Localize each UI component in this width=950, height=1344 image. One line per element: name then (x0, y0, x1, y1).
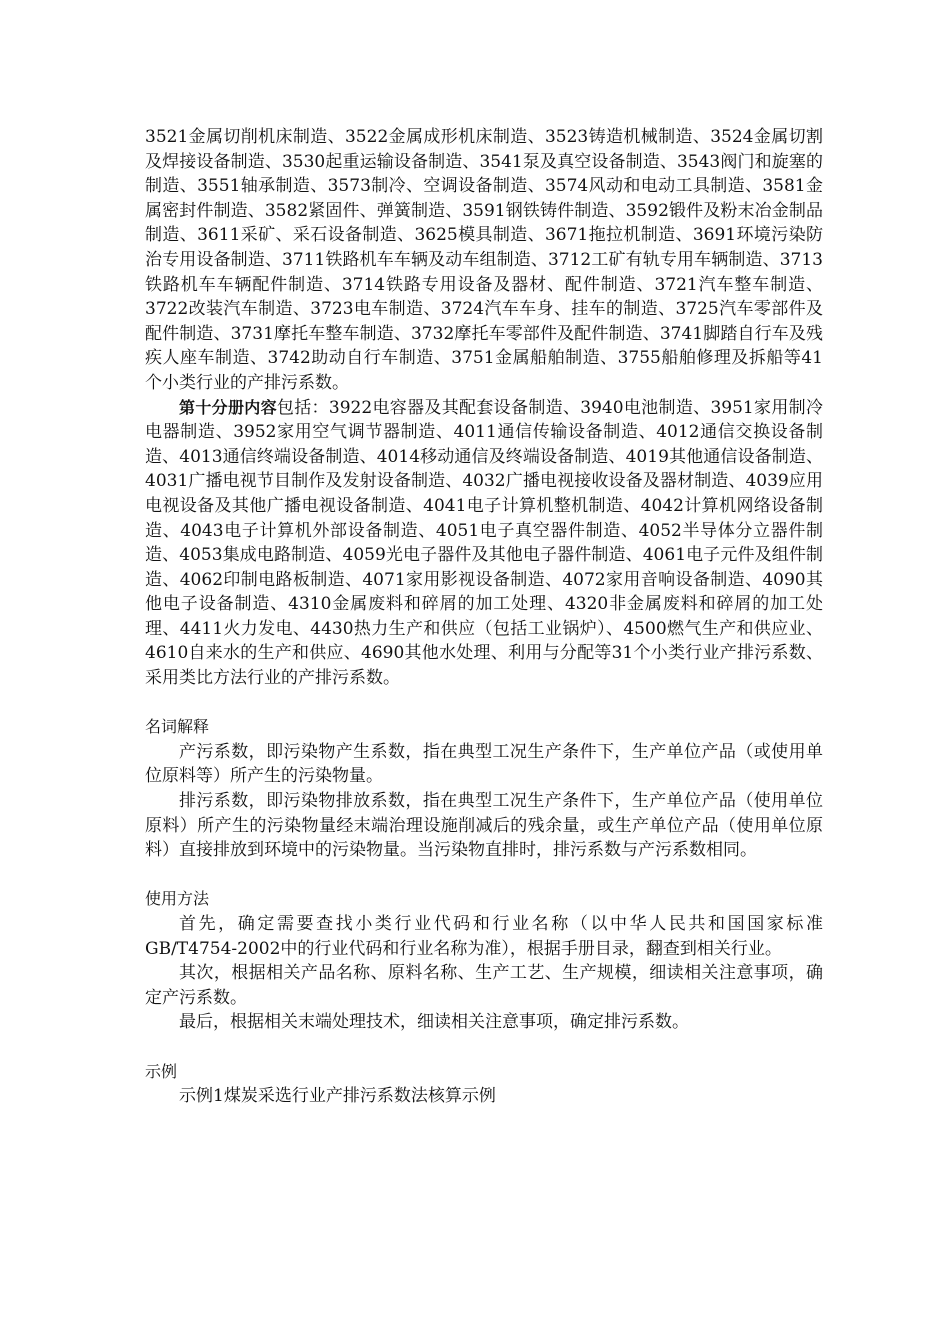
usage-paragraph-1: 首先，确定需要查找小类行业代码和行业名称（以中华人民共和国国家标准GB/T4754-2002中的行业代码和行业名称为准），根据手册目录，翻查到相关行业。 (145, 914, 823, 959)
usage-paragraph-2: 其次，根据相关产品名称、原料名称、生产工艺、生产规模，细读相关注意事项，确定产污系数。 (145, 963, 823, 1008)
volume-ten-lead: 第十分册内容 (179, 397, 277, 417)
example-paragraph-1: 示例1煤炭采选行业产排污系数法核算示例 (179, 1086, 496, 1107)
document-page (145, 125, 823, 1109)
industry-list-paragraph: 3521金属切削机床制造、3522金属成形机床制造、3523铸造机械制造、3524金属切割及焊接设备制造、3530起重运输设备制造、3541泵及真空设备制造、3543阀门和旋塞的制造、3551轴承制造、3573制冷、空调设备制造、3574风动和电动工具制造、3581金属密封件制造、3582紧固件、弹簧制造、3591钢铁铸件制造、3592锻件及粉末冶金制品制造、3611采矿、采石设备制造、3625模具制造、3671拖拉机制造、3691环境污染防治专用设备制造、3711铁路机车车辆及动车组制造、3712工矿有轨专用车辆制造、3713铁路机车车辆配件制造、3714铁路专用设备及器材、配件制造、3721汽车整车制造、3722改装汽车制造、3723电车制造、3724汽车车身、挂车的制造、3725汽车零部件及配件制造、3731摩托车整车制造、3732摩托车零部件及配件制造、3741脚踏自行车及残疾人座车制造、3742助动自行车制造、3751金属船舶制造、3755船舶修理及拆船等41个小类行业的产排污系数。 (145, 127, 823, 393)
spacer (145, 1035, 823, 1060)
terms-paragraph-2: 排污系数，即污染物排放系数，指在典型工况生产条件下，生产单位产品（使用单位原料）所产生的污染物量经末端治理设施削减后的残余量，或生产单位产品（使用单位原料）直接排放到环境中的污染物量。当污染物直排时，排污系数与产污系数相同。 (145, 791, 823, 861)
terms-heading: 名词解释 (145, 717, 210, 737)
usage-heading: 使用方法 (145, 889, 210, 909)
terms-paragraph-1: 产污系数，即污染物产生系数，指在典型工况生产条件下，生产单位产品（或使用单位原料等）所产生的污染物量。 (145, 741, 823, 787)
volume-ten-paragraph (145, 396, 823, 691)
volume-ten-text: 包括：3922电容器及其配套设备制造、3940电池制造、3951家用制冷电器制造、3952家用空气调节器制造、4011通信传输设备制造、4012通信交换设备制造、4013通信终端设备制造、4014移动通信及终端设备制造、4019其他通信设备制造、4031广播电视节目制作及发射设备制造、4032广播电视接收设备及器材制造、4039应用电视设备及其他广播电视设备制造、4041电子计算机整机制造、4042计算机网络设备制造、4043电子计算机外部设备制造、4051电子真空器件制造、4052半导体分立器件制造、4053集成电路制造、4059光电子器件及其他电子器件制造、4061电子元件及组件制造、4062印制电路板制造、4071家用影视设备制造、4072家用音响设备制造、4090其他电子设备制造、4310金属废料和碎屑的加工处理、4320非金属废料和碎屑的加工处理、4411火力发电、4430热力生产和供应（包括工业锅炉）、4500燃气生产和供应业、4610自来水的生产和供应、4690其他水处理、利用与分配等31个小类行业产排污系数、采用类比方法行业的产排污系数。 (145, 397, 823, 689)
spacer (145, 863, 823, 888)
spacer (145, 691, 823, 716)
usage-paragraph-3: 最后，根据相关末端处理技术，细读相关注意事项，确定排污系数。 (179, 1012, 689, 1033)
example-heading: 示例 (145, 1061, 178, 1081)
